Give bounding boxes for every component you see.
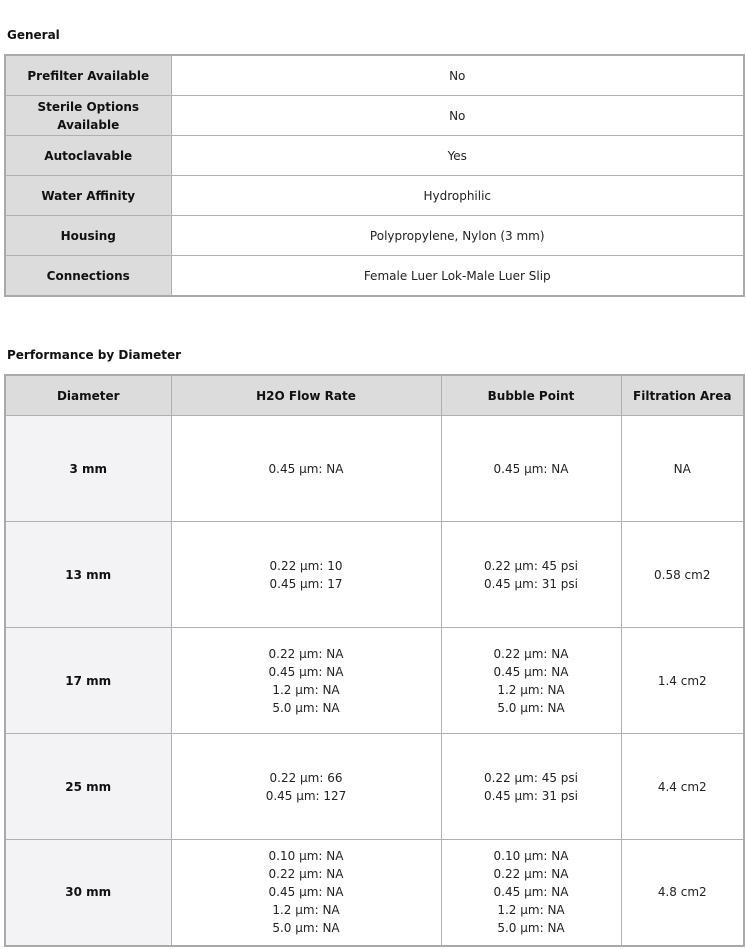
table-row (5, 96, 744, 136)
column-header-flow-rate: H2O Flow Rate (171, 375, 441, 416)
value-line: 0.22 µm: NA (493, 646, 569, 661)
value-line: 1.2 µm: NA (497, 682, 565, 697)
table-row (5, 216, 744, 256)
diameter-cell: 17 mm (5, 628, 171, 734)
table-row (5, 136, 744, 176)
bubble-point-cell (441, 734, 621, 840)
table-row (5, 55, 744, 96)
performance-table (4, 374, 745, 947)
value-line: 0.45 µm: NA (493, 461, 569, 476)
flow-rate-cell (171, 734, 441, 840)
row-value: Polypropylene, Nylon (3 mm) (171, 216, 744, 256)
filtration-area-cell: 4.4 cm2 (621, 734, 744, 840)
general-section-title: General (7, 28, 60, 42)
row-label: Sterile Options Available (5, 96, 171, 136)
value-line: 0.45 µm: NA (268, 885, 344, 900)
row-value: Yes (171, 136, 744, 176)
table-row (5, 840, 744, 946)
table-row (5, 416, 744, 522)
bubble-point-cell (441, 522, 621, 628)
table-row (5, 176, 744, 216)
value-line: 1.2 µm: NA (272, 903, 340, 918)
value-line: 0.22 µm: 66 (269, 770, 343, 785)
value-line: 0.45 µm: NA (493, 664, 569, 679)
row-value: Hydrophilic (171, 176, 744, 216)
flow-rate-cell (171, 522, 441, 628)
value-line: 5.0 µm: NA (272, 921, 340, 936)
value-line: 0.22 µm: NA (268, 646, 344, 661)
diameter-cell: 30 mm (5, 840, 171, 946)
diameter-cell: 13 mm (5, 522, 171, 628)
row-label: Housing (5, 216, 171, 256)
value-line: 5.0 µm: NA (497, 921, 565, 936)
row-value: No (171, 96, 744, 136)
column-header-diameter: Diameter (5, 375, 171, 416)
diameter-cell: 25 mm (5, 734, 171, 840)
value-line: 0.22 µm: 45 psi (483, 558, 578, 573)
value-line: 5.0 µm: NA (272, 700, 340, 715)
bubble-point-cell (441, 840, 621, 946)
header-row (5, 375, 744, 416)
value-line: 0.10 µm: NA (268, 849, 344, 864)
diameter-cell: 3 mm (5, 416, 171, 522)
bubble-point-cell (441, 416, 621, 522)
bubble-point-cell (441, 628, 621, 734)
value-line: 0.45 µm: NA (268, 461, 344, 476)
filtration-area-cell: 1.4 cm2 (621, 628, 744, 734)
value-line: 0.45 µm: 31 psi (483, 576, 578, 591)
value-line: 0.45 µm: 127 (265, 788, 347, 803)
column-header-filtration-area: Filtration Area (621, 375, 744, 416)
flow-rate-cell (171, 628, 441, 734)
column-header-bubble-point: Bubble Point (441, 375, 621, 416)
value-line: 1.2 µm: NA (272, 682, 340, 697)
flow-rate-cell (171, 416, 441, 522)
flow-rate-cell (171, 840, 441, 946)
table-row (5, 734, 744, 840)
row-label: Connections (5, 256, 171, 297)
row-value: No (171, 55, 744, 96)
row-value: Female Luer Lok-Male Luer Slip (171, 256, 744, 297)
table-row (5, 522, 744, 628)
value-line: 0.22 µm: NA (493, 867, 569, 882)
value-line: 0.22 µm: 10 (269, 558, 343, 573)
value-line: 0.10 µm: NA (493, 849, 569, 864)
general-specs-table (4, 54, 745, 297)
value-line: 0.45 µm: 17 (269, 576, 343, 591)
value-line: 0.45 µm: NA (493, 885, 569, 900)
value-line: 1.2 µm: NA (497, 903, 565, 918)
filtration-area-cell: 4.8 cm2 (621, 840, 744, 946)
value-line: 5.0 µm: NA (497, 700, 565, 715)
value-line: 0.22 µm: 45 psi (483, 770, 578, 785)
filtration-area-cell: NA (621, 416, 744, 522)
row-label: Autoclavable (5, 136, 171, 176)
table-row (5, 628, 744, 734)
row-label: Prefilter Available (5, 55, 171, 96)
value-line: 0.45 µm: 31 psi (483, 788, 578, 803)
row-label: Water Affinity (5, 176, 171, 216)
performance-section-title: Performance by Diameter (7, 348, 182, 362)
value-line: 0.45 µm: NA (268, 664, 344, 679)
value-line: 0.22 µm: NA (268, 867, 344, 882)
table-row (5, 256, 744, 297)
filtration-area-cell: 0.58 cm2 (621, 522, 744, 628)
